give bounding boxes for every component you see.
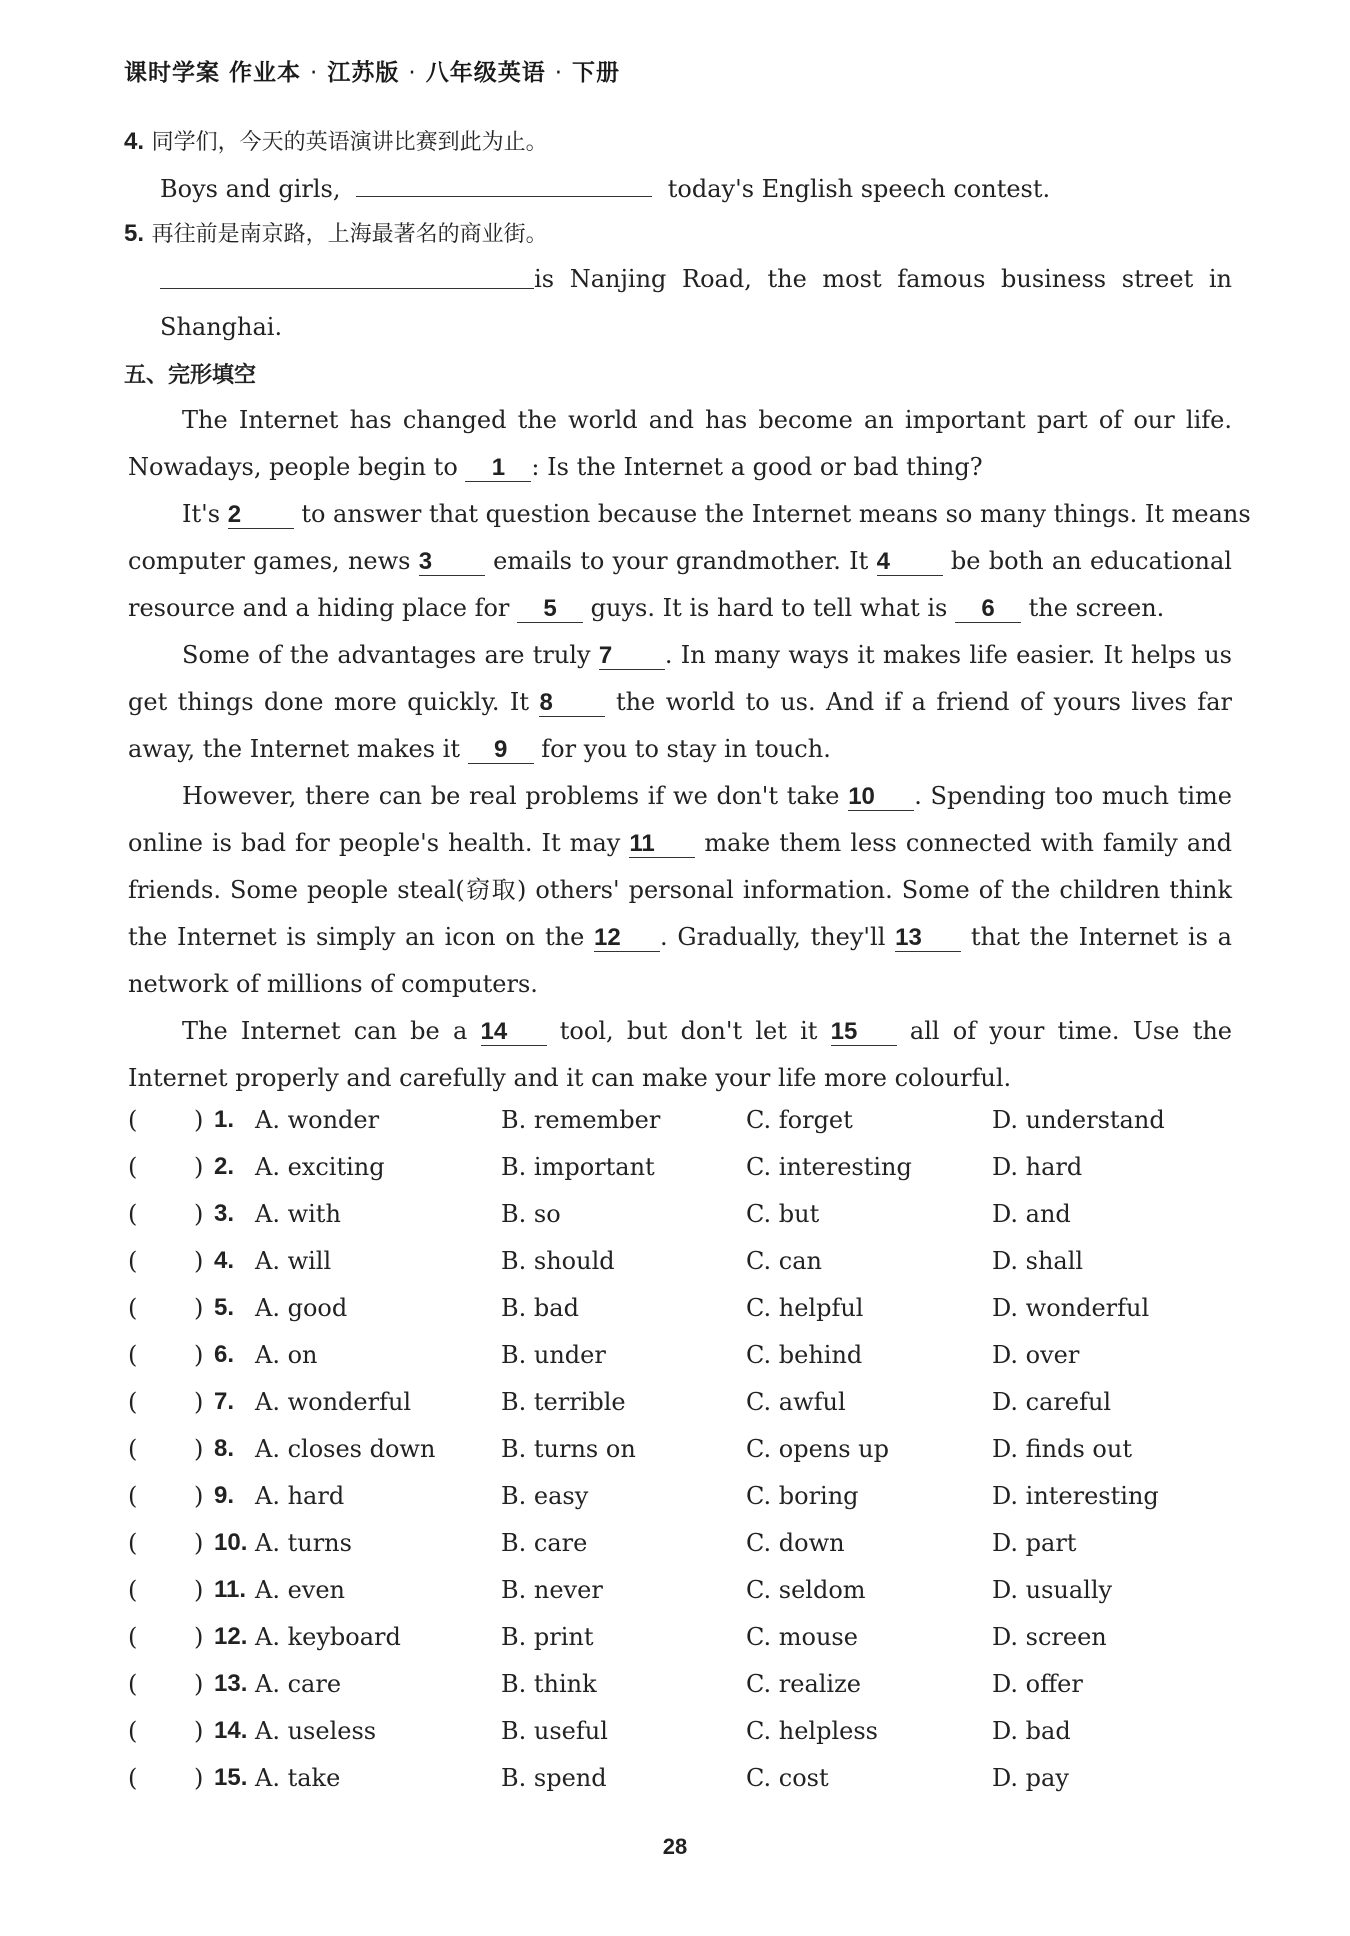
- option-d[interactable]: D. offer: [992, 1670, 1083, 1698]
- option-a[interactable]: A. closes down: [255, 1435, 436, 1463]
- option-b[interactable]: B. so: [501, 1200, 561, 1228]
- answer-paren-close: ): [194, 1717, 204, 1745]
- option-a[interactable]: A. even: [255, 1576, 346, 1604]
- option-a[interactable]: A. good: [255, 1294, 348, 1322]
- question-number: 9.: [214, 1482, 235, 1509]
- question-row: [124, 1432, 1234, 1466]
- option-b[interactable]: B. easy: [501, 1482, 589, 1510]
- question-row: [124, 1385, 1234, 1419]
- cloze-blank[interactable]: 13: [895, 925, 961, 952]
- option-b[interactable]: B. remember: [501, 1106, 661, 1134]
- option-a[interactable]: A. exciting: [255, 1153, 385, 1181]
- passage-line: resource and a hiding place for 5 guys. It is hard to tell what is 6 the screen.: [128, 594, 1165, 622]
- translation-q5-answer-line2: Shanghai.: [160, 313, 283, 341]
- question-number: 4.: [214, 1247, 235, 1274]
- answer-paren-close: ): [194, 1435, 204, 1463]
- passage-line: The Internet can be a 14 tool, but don't let it 15 all of your time. Use the: [182, 1017, 1232, 1045]
- option-c[interactable]: C. interesting: [746, 1153, 912, 1181]
- answer-paren-open[interactable]: (: [128, 1106, 138, 1134]
- question-row: [124, 1620, 1234, 1654]
- translation-q4-prompt: [124, 126, 548, 158]
- option-c[interactable]: C. opens up: [746, 1435, 890, 1463]
- answer-paren-open[interactable]: (: [128, 1200, 138, 1228]
- answer-paren-open[interactable]: (: [128, 1388, 138, 1416]
- answer-paren-close: ): [194, 1482, 204, 1510]
- passage-line: Nowadays, people begin to 1 : Is the Internet a good or bad thing?: [128, 453, 983, 481]
- cloze-blank[interactable]: 4: [877, 549, 943, 576]
- option-b[interactable]: B. turns on: [501, 1435, 636, 1463]
- header-grade: 八年级英语: [425, 60, 546, 86]
- header-separator: ·: [554, 60, 564, 86]
- translation-q4-answer: [160, 172, 1050, 204]
- option-d[interactable]: D. pay: [992, 1764, 1069, 1792]
- cloze-blank[interactable]: 10: [848, 784, 914, 811]
- option-c[interactable]: C. boring: [746, 1482, 859, 1510]
- passage-line: Internet properly and carefully and it can make your life more colourful.: [128, 1064, 1012, 1092]
- question-row: [124, 1573, 1234, 1607]
- translation-q5-prompt: [124, 218, 548, 250]
- option-c[interactable]: C. awful: [746, 1388, 846, 1416]
- option-d[interactable]: D. careful: [992, 1388, 1112, 1416]
- option-b[interactable]: B. bad: [501, 1294, 579, 1322]
- question-number: 1.: [214, 1106, 235, 1133]
- option-b[interactable]: B. useful: [501, 1717, 608, 1745]
- question-number: 13.: [214, 1670, 248, 1697]
- answer-paren-open[interactable]: (: [128, 1341, 138, 1369]
- answer-paren-close: ): [194, 1529, 204, 1557]
- option-a[interactable]: A. wonderful: [255, 1388, 412, 1416]
- answer-blank[interactable]: [160, 264, 534, 289]
- answer-paren-open[interactable]: (: [128, 1529, 138, 1557]
- question-row: [124, 1479, 1234, 1513]
- option-d[interactable]: D. finds out: [992, 1435, 1132, 1463]
- question-number: 6.: [214, 1341, 235, 1368]
- answer-paren-close: ): [194, 1294, 204, 1322]
- option-b[interactable]: B. spend: [501, 1764, 607, 1792]
- option-a[interactable]: A. useless: [255, 1717, 377, 1745]
- answer-paren-open[interactable]: (: [128, 1482, 138, 1510]
- cloze-blank[interactable]: 2: [228, 502, 294, 529]
- passage-line: Some of the advantages are truly 7 . In many ways it makes life easier. It helps us: [182, 641, 1232, 669]
- chinese-sentence: 同学们，今天的英语演讲比赛到此为止。: [151, 130, 548, 155]
- answer-paren-open[interactable]: (: [128, 1247, 138, 1275]
- cloze-blank[interactable]: 7: [599, 643, 665, 670]
- passage-line: the Internet is simply an icon on the 12 . Gradually, they'll 13 that the Internet is a: [128, 923, 1232, 951]
- question-number: 5.: [124, 220, 145, 247]
- answer-paren-open[interactable]: (: [128, 1153, 138, 1181]
- cloze-blank[interactable]: 1: [465, 455, 531, 482]
- option-b[interactable]: B. should: [501, 1247, 615, 1275]
- option-c[interactable]: C. down: [746, 1529, 845, 1557]
- option-a[interactable]: A. turns: [255, 1529, 352, 1557]
- option-b[interactable]: B. care: [501, 1529, 588, 1557]
- answer-paren-open[interactable]: (: [128, 1670, 138, 1698]
- answer-paren-close: ): [194, 1670, 204, 1698]
- passage-line: network of millions of computers.: [128, 970, 538, 998]
- cloze-blank[interactable]: 11: [629, 831, 695, 858]
- question-number: 15.: [214, 1764, 248, 1791]
- option-b[interactable]: B. important: [501, 1153, 655, 1181]
- option-d[interactable]: D. hard: [992, 1153, 1083, 1181]
- question-number: 8.: [214, 1435, 235, 1462]
- cloze-blank[interactable]: 15: [831, 1019, 897, 1046]
- cloze-blank[interactable]: 3: [419, 549, 485, 576]
- cloze-blank[interactable]: 6: [955, 596, 1021, 623]
- passage-line: get things done more quickly. It 8 the world to us. And if a friend of yours lives far: [128, 688, 1232, 716]
- option-a[interactable]: A. with: [255, 1200, 341, 1228]
- passage-line: friends. Some people steal(窃取) others' personal information. Some of the children think: [128, 876, 1232, 904]
- question-number: 3.: [214, 1200, 235, 1227]
- passage-line: away, the Internet makes it 9 for you to stay in touch.: [128, 735, 831, 763]
- chinese-sentence: 再往前是南京路，上海最著名的商业街。: [151, 222, 548, 247]
- answer-paren-close: ): [194, 1106, 204, 1134]
- question-row: [124, 1667, 1234, 1701]
- translation-q5-answer: [160, 264, 1232, 294]
- passage-line: The Internet has changed the world and has become an important part of our life.: [182, 406, 1232, 434]
- question-number: 4.: [124, 128, 145, 155]
- option-c[interactable]: C. forget: [746, 1106, 853, 1134]
- option-a[interactable]: A. wonder: [255, 1106, 380, 1134]
- option-c[interactable]: C. behind: [746, 1341, 863, 1369]
- question-row: [124, 1291, 1234, 1325]
- header-book-type: 作业本: [229, 60, 302, 86]
- option-b[interactable]: B. never: [501, 1576, 603, 1604]
- sentence-end: today's English speech contest.: [667, 175, 1051, 203]
- header-separator: ·: [310, 60, 319, 86]
- question-row: [124, 1526, 1234, 1560]
- option-d[interactable]: D. part: [992, 1529, 1077, 1557]
- option-d[interactable]: D. wonderful: [992, 1294, 1150, 1322]
- cloze-blank[interactable]: 12: [594, 925, 660, 952]
- option-b[interactable]: B. think: [501, 1670, 597, 1698]
- answer-paren-close: ): [194, 1200, 204, 1228]
- answer-paren-close: ): [194, 1388, 204, 1416]
- question-row: [124, 1761, 1234, 1795]
- option-c[interactable]: C. mouse: [746, 1623, 858, 1651]
- question-number: 2.: [214, 1153, 235, 1180]
- option-d[interactable]: D. shall: [992, 1247, 1084, 1275]
- answer-paren-open[interactable]: (: [128, 1294, 138, 1322]
- option-d[interactable]: D. and: [992, 1200, 1071, 1228]
- option-c[interactable]: C. helpless: [746, 1717, 878, 1745]
- header-series: 课时学案: [124, 60, 220, 86]
- header-volume: 下册: [572, 60, 621, 86]
- option-c[interactable]: C. can: [746, 1247, 822, 1275]
- sentence-start: Boys and girls,: [160, 175, 341, 203]
- option-b[interactable]: B. terrible: [501, 1388, 626, 1416]
- question-row: [124, 1244, 1234, 1278]
- header-edition: 江苏版: [327, 60, 400, 86]
- page-number: 28: [662, 1834, 688, 1859]
- option-c[interactable]: C. realize: [746, 1670, 861, 1698]
- header-separator: ·: [408, 60, 417, 86]
- question-number: 12.: [214, 1623, 248, 1650]
- answer-paren-close: ): [194, 1623, 204, 1651]
- option-c[interactable]: C. but: [746, 1200, 820, 1228]
- passage-line: online is bad for people's health. It may 11 make them less connected with family and: [128, 829, 1232, 857]
- option-c[interactable]: C. seldom: [746, 1576, 866, 1604]
- option-a[interactable]: A. will: [255, 1247, 332, 1275]
- option-a[interactable]: A. take: [255, 1764, 341, 1792]
- passage-line: computer games, news 3 emails to your grandmother. It 4 be both an educational: [128, 547, 1232, 575]
- answer-paren-close: ): [194, 1764, 204, 1792]
- option-a[interactable]: A. keyboard: [255, 1623, 401, 1651]
- passage-line: However, there can be real problems if we don't take 10 . Spending too much time: [182, 782, 1232, 810]
- question-row: [124, 1150, 1234, 1184]
- question-row: [124, 1103, 1234, 1137]
- answer-paren-open[interactable]: (: [128, 1623, 138, 1651]
- option-a[interactable]: A. on: [255, 1341, 318, 1369]
- answer-paren-open[interactable]: (: [128, 1576, 138, 1604]
- cloze-blank[interactable]: 14: [481, 1019, 547, 1046]
- question-number: 7.: [214, 1388, 235, 1415]
- question-number: 10.: [214, 1529, 248, 1556]
- answer-paren-close: ): [194, 1247, 204, 1275]
- question-number: 11.: [214, 1576, 247, 1603]
- answer-paren-open[interactable]: (: [128, 1764, 138, 1792]
- option-d[interactable]: D. screen: [992, 1623, 1107, 1651]
- answer-paren-close: ): [194, 1576, 204, 1604]
- option-c[interactable]: C. cost: [746, 1764, 829, 1792]
- option-d[interactable]: D. over: [992, 1341, 1080, 1369]
- cloze-blank[interactable]: 5: [517, 596, 583, 623]
- cloze-blank[interactable]: 9: [468, 737, 534, 764]
- question-row: [124, 1714, 1234, 1748]
- page-header: [124, 54, 620, 87]
- option-d[interactable]: D. usually: [992, 1576, 1113, 1604]
- section-title: 五、完形填空: [124, 363, 257, 388]
- answer-paren-close: ): [194, 1341, 204, 1369]
- question-row: [124, 1197, 1234, 1231]
- option-c[interactable]: C. helpful: [746, 1294, 864, 1322]
- option-d[interactable]: D. bad: [992, 1717, 1071, 1745]
- question-number: 5.: [214, 1294, 235, 1321]
- option-d[interactable]: D. understand: [992, 1106, 1165, 1134]
- passage-line: It's 2 to answer that question because the Internet means so many things. It means: [182, 500, 1251, 528]
- question-number: 14.: [214, 1717, 248, 1744]
- answer-paren-open[interactable]: (: [128, 1717, 138, 1745]
- option-d[interactable]: D. interesting: [992, 1482, 1159, 1510]
- sentence-end: is Nanjing Road, the most famous business street in: [534, 265, 1232, 293]
- answer-paren-open[interactable]: (: [128, 1435, 138, 1463]
- option-b[interactable]: B. print: [501, 1623, 594, 1651]
- question-row: [124, 1338, 1234, 1372]
- option-a[interactable]: A. care: [255, 1670, 342, 1698]
- answer-blank[interactable]: [356, 172, 652, 197]
- cloze-blank[interactable]: 8: [539, 690, 605, 717]
- option-a[interactable]: A. hard: [255, 1482, 345, 1510]
- option-b[interactable]: B. under: [501, 1341, 606, 1369]
- answer-paren-close: ): [194, 1153, 204, 1181]
